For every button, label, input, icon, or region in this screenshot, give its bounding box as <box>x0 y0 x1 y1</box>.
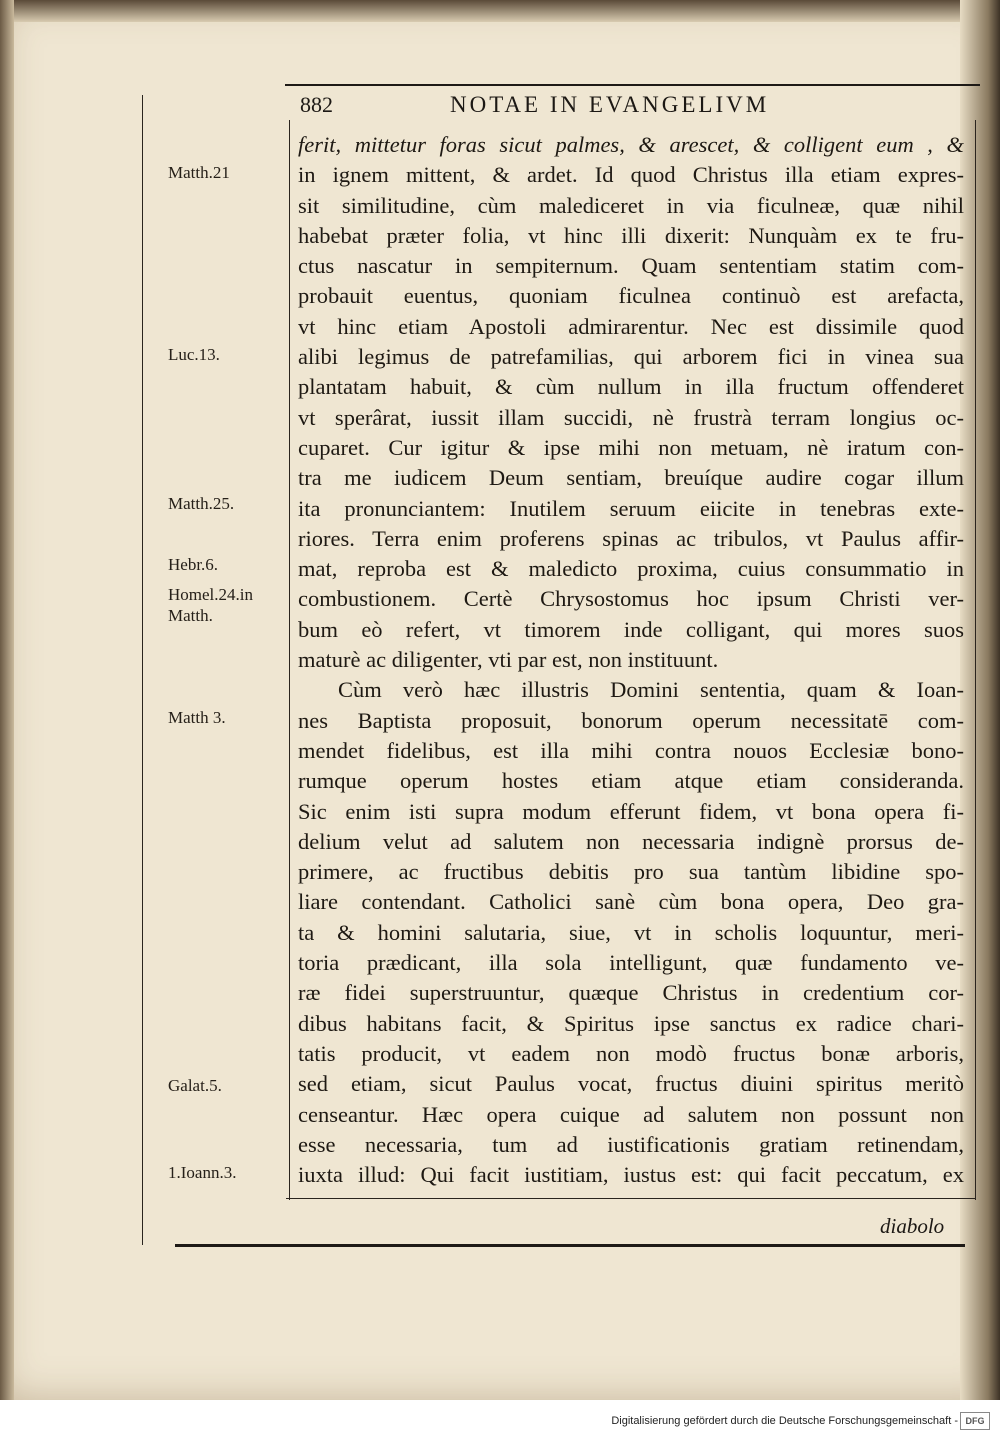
text-line: rumque operum hostes etiam atque etiam consideranda. <box>298 768 964 794</box>
margin-note: Matth.21 <box>168 163 230 182</box>
text-frame-bottom <box>286 1198 976 1199</box>
text-line: habebat præter folia, vt hinc illi dixerit: Nunquàm ex te fru- <box>298 222 964 248</box>
text-line: cuparet. Cur igitur & ipse mihi non metuam, nè iratum con- <box>298 434 964 460</box>
text-line: maturè ac diligenter, vti par est, non instituunt. <box>298 647 719 673</box>
page-right-edge <box>960 0 1000 1400</box>
dfg-logo: DFG <box>960 1412 990 1430</box>
text-line: probauit euentus, quoniam ficulnea continuò est arefacta, <box>298 283 964 309</box>
text-line: mendet fidelibus, est illa mihi contra nouos Ecclesiæ bono- <box>298 737 964 763</box>
text-line: censeantur. Hæc opera cuique ad salutem non possunt non <box>298 1101 964 1127</box>
text-line: esse necessaria, tum ad iustificationis gratiam retinendam, <box>298 1131 964 1157</box>
margin-note: Matth. <box>168 606 213 625</box>
text-line: vt hinc etiam Apostoli admirarentur. Nec est dissimile quod <box>298 313 964 339</box>
text-line: mat, reproba est & maledicto proxima, cuius consummatio in <box>298 556 964 582</box>
header-rule <box>285 84 980 86</box>
text-line: ta & homini salutaria, siue, vt in scholis loquuntur, meri- <box>298 919 964 945</box>
margin-note: 1.Ioann.3. <box>168 1163 237 1182</box>
text-line: iuxta illud: Qui facit iustitiam, iustus est: qui facit peccatum, ex <box>298 1162 964 1188</box>
margin-note: Hebr.6. <box>168 555 219 574</box>
text-line: liare contendant. Catholici sanè cùm bona opera, Deo gra- <box>298 889 964 915</box>
margin-note: Galat.5. <box>168 1076 222 1095</box>
bottom-rule <box>175 1244 965 1247</box>
text-line: bum eò refert, vt timorem inde colligant, qui mores suos <box>298 616 964 642</box>
text-line: ferit, mittetur foras sicut palmes, & arescet, & colligent eum , & <box>298 132 964 157</box>
running-title: NOTAE IN EVANGELIVM <box>450 92 770 117</box>
margin-note: Homel.24.in <box>168 585 253 604</box>
footer-credit: Digitalisierung gefördert durch die Deutsche Forschungsgemeinschaft - <box>611 1415 958 1427</box>
text-line: primere, ac fructibus debitis pro sua tantùm libidine spo- <box>298 859 964 885</box>
text-line: in ignem mittent, & ardet. Id quod Christus illa etiam expres- <box>298 162 964 188</box>
margin-note: Matth.25. <box>168 494 235 513</box>
text-line: delium velut ad salutem non necessaria indignè prorsus de- <box>298 828 964 854</box>
text-frame-right <box>975 120 976 1200</box>
text-line: tatis producit, vt eadem non modò fructus bonæ arboris, <box>298 1040 964 1066</box>
text-line: tra me iudicem Deum sentiam, breuíque audire cogar illum <box>298 465 964 491</box>
text-line: combustionem. Certè Chrysostomus hoc ipsum Christi ver- <box>298 586 964 612</box>
text-line: Cùm verò hæc illustris Domini sententia, quam & Ioan- <box>338 677 964 703</box>
text-line: sed etiam, sicut Paulus vocat, fructus diuini spiritus meritò <box>298 1071 964 1097</box>
text-line: sit similitudine, cùm malediceret in via ficulneæ, quæ nihil <box>298 192 964 218</box>
catchword: diabolo <box>880 1214 945 1238</box>
text-line: Sic enim isti supra modum efferunt fidem, vt bona opera fi- <box>298 798 964 824</box>
text-line: plantatam habuit, & cùm nullum in illa fructum offenderet <box>298 374 964 400</box>
text-line: riores. Terra enim proferens spinas ac tribulos, vt Paulus affir- <box>298 525 964 551</box>
margin-notes <box>0 0 290 1300</box>
text-line: ita pronunciantem: Inutilem seruum eiicite in tenebras exte- <box>298 495 964 521</box>
running-head <box>300 92 980 124</box>
text-line: toria prædicant, illa sola intelligunt, quæ fundamento ve- <box>298 950 964 976</box>
text-line: nes Baptista proposuit, bonorum operum necessitatē com- <box>298 707 964 733</box>
text-line: dibus habitans facit, & Spiritus ipse sanctus ex radice chari- <box>298 1010 964 1036</box>
page-number: 882 <box>300 92 333 117</box>
text-line: alibi legimus de patrefamilias, qui arborem fici in vinea sua <box>298 344 964 370</box>
text-line: ctus nascatur in sempiternum. Quam sententiam statim com- <box>298 253 964 279</box>
text-line: ræ fidei superstruuntur, quæque Christus in credentium cor- <box>298 980 964 1006</box>
text-line: vt sperârat, iussit illam succidi, nè frustrà terram longius oc- <box>298 404 964 430</box>
body-text <box>298 130 964 1190</box>
margin-note: Matth 3. <box>168 708 226 727</box>
margin-note: Luc.13. <box>168 345 220 364</box>
